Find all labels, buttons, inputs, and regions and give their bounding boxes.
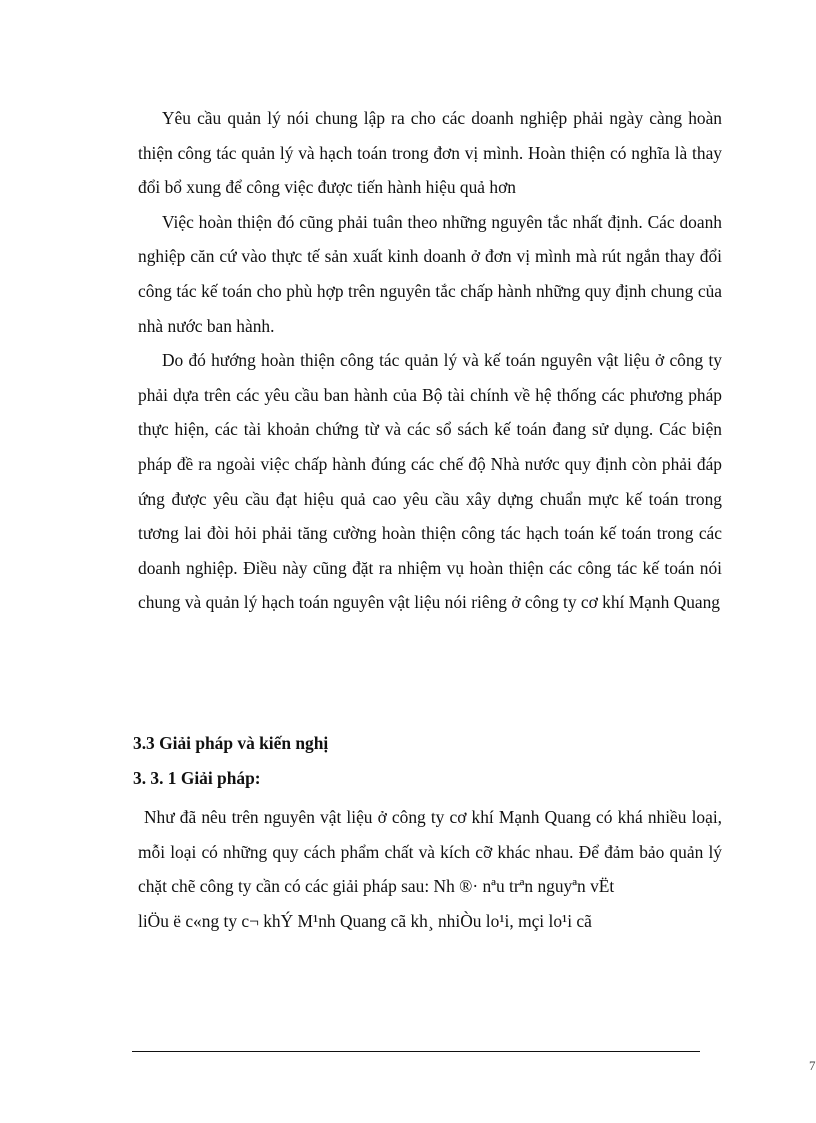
paragraph-1: Yêu cầu quản lý nói chung lập ra cho các doanh nghiệp phải ngày càng hoàn thiện công tác quản lý và hạch toán trong đơn vị mình. Hoàn thiện có nghĩa là thay đổi bổ xung để công việc được tiến hành hiệu quả hơn xyxy=(138,108,722,198)
subsection-heading: 3. 3. 1 Giải pháp: xyxy=(133,767,261,788)
section-heading: 3.3 Giải pháp và kiến nghị xyxy=(133,733,329,753)
solution-paragraph: Như đã nêu trên nguyên vật liệu ở công ty cơ khí Mạnh Quang có khá nhiều loại, mỗi loại có những quy cách phẩm chất và kích cỡ khác nhau. Để đảm bảo quản lý chặt chẽ công ty cần có các giải pháp sau: Nh ®· nªu trªn nguyªn vËt xyxy=(138,807,722,897)
page-number: 7 xyxy=(809,1058,816,1073)
paragraph-3: Do đó hướng hoàn thiện công tác quản lý và kế toán nguyên vật liệu ở công ty phải dựa trên các yêu cầu ban hành của Bộ tài chính về hệ thống các phương pháp thực hiện, các tài khoản chứng từ và các sổ sách kế toán đang sử dụng. Các biện pháp đề ra ngoài việc chấp hành đúng các chế độ Nhà nước quy định còn phải đáp ứng được yêu cầu đạt hiệu quả cao yêu cầu xây dựng chuẩn mực kế toán trong tương lai đòi hỏi phải tăng cường hoàn thiện công tác hạch toán kế toán trong các doanh nghiệp. Điều này cũng đặt ra nhiệm vụ hoàn thiện các công tác kế toán nói chung và quản lý hạch toán nguyên vật liệu nói riêng ở công ty cơ khí Mạnh Quang xyxy=(138,350,722,613)
solution-text xyxy=(138,800,722,938)
garbled-encoding-line: liÖu ë c«ng ty c¬ khÝ M¹nh Quang cã kh¸ nhiÒu lo¹i, mçi lo¹i cã xyxy=(138,910,592,931)
body-text xyxy=(138,101,722,620)
footer-divider xyxy=(132,1051,700,1052)
paragraph-2: Việc hoàn thiện đó cũng phải tuân theo những nguyên tắc nhất định. Các doanh nghiệp căn cứ vào thực tế sản xuất kinh doanh ở đơn vị mình mà rút ngắn thay đổi công tác kế toán cho phù hợp trên nguyên tắc chấp hành những quy định chung của nhà nước ban hành. xyxy=(138,211,722,336)
section-headings xyxy=(133,726,723,795)
